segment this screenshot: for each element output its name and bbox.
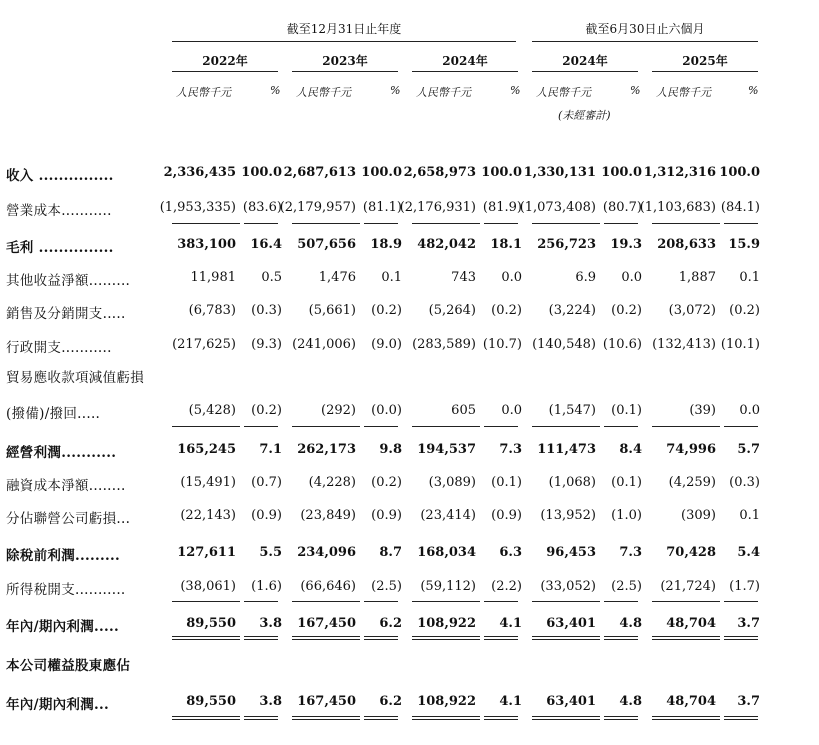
amount-cell: 108,922 bbox=[417, 616, 476, 631]
percent-cell: (81.9) bbox=[482, 200, 522, 215]
percent-cell: (1.0) bbox=[611, 508, 642, 523]
amount-cell: (3,089) bbox=[428, 475, 476, 490]
percent-cell: 18.9 bbox=[370, 237, 402, 252]
percent-cell: 100.0 bbox=[601, 165, 642, 180]
amount-cell: (292) bbox=[321, 403, 356, 418]
column-year: 2022年 bbox=[202, 54, 248, 68]
amount-cell: 383,100 bbox=[177, 237, 236, 252]
percent-cell: 100.0 bbox=[719, 165, 760, 180]
percent-cell: 7.3 bbox=[499, 442, 522, 457]
amount-cell: (241,006) bbox=[292, 337, 356, 352]
amount-cell: (4,259) bbox=[668, 475, 716, 490]
amount-cell: 194,537 bbox=[417, 442, 476, 457]
amount-cell: (3,224) bbox=[548, 303, 596, 318]
amount-cell: (5,428) bbox=[188, 403, 236, 418]
percent-unit: % bbox=[510, 84, 521, 97]
amount-unit: 人民幣千元 bbox=[536, 86, 591, 99]
amount-cell: (3,072) bbox=[668, 303, 716, 318]
percent-cell: 15.9 bbox=[728, 237, 760, 252]
subtotal-rule bbox=[532, 223, 600, 224]
subtotal-rule bbox=[484, 601, 518, 602]
percent-cell: (0.9) bbox=[491, 508, 522, 523]
percent-cell: (2.5) bbox=[611, 579, 642, 594]
percent-cell: 3.8 bbox=[259, 694, 282, 709]
total-double-rule bbox=[604, 636, 638, 640]
percent-cell: (0.0) bbox=[371, 403, 402, 418]
percent-cell: (0.2) bbox=[371, 475, 402, 490]
total-double-rule bbox=[364, 716, 398, 720]
percent-cell: 0.0 bbox=[739, 403, 760, 418]
subtotal-rule bbox=[364, 223, 398, 224]
total-double-rule bbox=[532, 716, 600, 720]
percent-cell: 6.2 bbox=[379, 694, 402, 709]
amount-cell: (22,143) bbox=[180, 508, 236, 523]
subtotal-rule bbox=[724, 601, 758, 602]
subtotal-rule bbox=[292, 426, 360, 427]
subtotal-rule bbox=[652, 223, 720, 224]
percent-cell: 4.1 bbox=[499, 616, 522, 631]
percent-cell: (9.3) bbox=[251, 337, 282, 352]
amount-cell: (23,849) bbox=[300, 508, 356, 523]
amount-cell: 2,658,973 bbox=[403, 165, 476, 180]
amount-cell: 256,723 bbox=[537, 237, 596, 252]
subtotal-rule bbox=[484, 426, 518, 427]
amount-cell: 167,450 bbox=[297, 694, 356, 709]
percent-cell: 6.2 bbox=[379, 616, 402, 631]
percent-cell: (0.3) bbox=[729, 475, 760, 490]
total-double-rule bbox=[172, 636, 240, 640]
subtotal-rule bbox=[652, 426, 720, 427]
header-rule-half bbox=[532, 41, 758, 42]
amount-cell: (283,589) bbox=[412, 337, 476, 352]
column-year: 2023年 bbox=[322, 54, 368, 68]
percent-cell: 3.8 bbox=[259, 616, 282, 631]
row-label: 其他收益淨額......... bbox=[6, 273, 131, 289]
total-double-rule bbox=[652, 636, 720, 640]
percent-cell: (0.7) bbox=[251, 475, 282, 490]
subtotal-rule bbox=[724, 223, 758, 224]
row-label: 貿易應收款項減值虧損 bbox=[6, 370, 144, 386]
subtotal-rule bbox=[652, 601, 720, 602]
subtotal-rule bbox=[292, 601, 360, 602]
amount-cell: 2,687,613 bbox=[283, 165, 356, 180]
amount-cell: (5,264) bbox=[428, 303, 476, 318]
unaudited-note: (未經審計) bbox=[558, 109, 611, 122]
percent-cell: 0.1 bbox=[381, 270, 402, 285]
percent-cell: 5.4 bbox=[737, 545, 760, 560]
row-label: 所得稅開支........... bbox=[6, 582, 126, 598]
percent-unit: % bbox=[748, 84, 759, 97]
amount-cell: 482,042 bbox=[417, 237, 476, 252]
subtotal-rule bbox=[292, 223, 360, 224]
subtotal-rule bbox=[532, 601, 600, 602]
percent-cell: (83.6) bbox=[242, 200, 282, 215]
row-label: 毛利 ............... bbox=[6, 240, 114, 256]
amount-cell: 1,887 bbox=[678, 270, 716, 285]
percent-cell: 3.7 bbox=[737, 694, 760, 709]
period-half-header: 截至6月30日止六個月 bbox=[585, 22, 705, 36]
amount-cell: 63,401 bbox=[546, 616, 596, 631]
percent-unit: % bbox=[390, 84, 401, 97]
percent-cell: 16.4 bbox=[250, 237, 282, 252]
amount-cell: (39) bbox=[689, 403, 716, 418]
percent-cell: 100.0 bbox=[241, 165, 282, 180]
amount-cell: 74,996 bbox=[666, 442, 716, 457]
percent-cell: (10.1) bbox=[720, 337, 760, 352]
percent-cell: (0.2) bbox=[371, 303, 402, 318]
percent-cell: 0.0 bbox=[501, 270, 522, 285]
amount-cell: (217,625) bbox=[172, 337, 236, 352]
percent-cell: 8.4 bbox=[619, 442, 642, 457]
total-double-rule bbox=[484, 716, 518, 720]
row-label: 營業成本........... bbox=[6, 203, 112, 219]
amount-cell: 743 bbox=[451, 270, 476, 285]
amount-cell: (1,073,408) bbox=[519, 200, 596, 215]
amount-unit: 人民幣千元 bbox=[416, 86, 471, 99]
row-label: (撥備)/撥回..... bbox=[6, 406, 101, 422]
percent-cell: (84.1) bbox=[720, 200, 760, 215]
amount-cell: (1,547) bbox=[548, 403, 596, 418]
column-year: 2024年 bbox=[562, 54, 608, 68]
column-rule bbox=[532, 71, 638, 72]
percent-cell: (0.2) bbox=[729, 303, 760, 318]
amount-unit: 人民幣千元 bbox=[176, 86, 231, 99]
amount-cell: (38,061) bbox=[180, 579, 236, 594]
percent-cell: (0.1) bbox=[491, 475, 522, 490]
row-label: 經營利潤........... bbox=[6, 445, 117, 461]
total-double-rule bbox=[532, 636, 600, 640]
amount-cell: (132,413) bbox=[652, 337, 716, 352]
row-label: 年內/期內利潤..... bbox=[6, 619, 120, 635]
subtotal-rule bbox=[244, 223, 278, 224]
total-double-rule bbox=[244, 716, 278, 720]
percent-cell: (9.0) bbox=[371, 337, 402, 352]
amount-cell: (66,646) bbox=[300, 579, 356, 594]
percent-cell: 0.0 bbox=[501, 403, 522, 418]
subtotal-rule bbox=[604, 601, 638, 602]
percent-cell: 0.5 bbox=[261, 270, 282, 285]
amount-cell: 48,704 bbox=[666, 694, 716, 709]
amount-cell: 605 bbox=[451, 403, 476, 418]
row-label: 銷售及分銷開支..... bbox=[6, 306, 126, 322]
subtotal-rule bbox=[412, 601, 480, 602]
amount-cell: 96,453 bbox=[546, 545, 596, 560]
subtotal-rule bbox=[172, 601, 240, 602]
subtotal-rule bbox=[532, 426, 600, 427]
column-rule bbox=[292, 71, 398, 72]
subtotal-rule bbox=[604, 426, 638, 427]
amount-unit: 人民幣千元 bbox=[296, 86, 351, 99]
percent-cell: (2.2) bbox=[491, 579, 522, 594]
column-year: 2024年 bbox=[442, 54, 488, 68]
percent-unit: % bbox=[630, 84, 641, 97]
amount-cell: 168,034 bbox=[417, 545, 476, 560]
amount-cell: (13,952) bbox=[540, 508, 596, 523]
amount-cell: (1,953,335) bbox=[159, 200, 236, 215]
amount-cell: 111,473 bbox=[537, 442, 596, 457]
percent-cell: 19.3 bbox=[610, 237, 642, 252]
total-double-rule bbox=[412, 716, 480, 720]
amount-cell: 1,476 bbox=[318, 270, 356, 285]
percent-cell: (0.1) bbox=[611, 475, 642, 490]
percent-unit: % bbox=[270, 84, 281, 97]
amount-cell: (6,783) bbox=[188, 303, 236, 318]
amount-cell: 89,550 bbox=[186, 694, 236, 709]
amount-cell: 108,922 bbox=[417, 694, 476, 709]
amount-cell: (2,176,931) bbox=[399, 200, 476, 215]
subtotal-rule bbox=[604, 223, 638, 224]
total-double-rule bbox=[364, 636, 398, 640]
total-double-rule bbox=[484, 636, 518, 640]
amount-cell: (33,052) bbox=[540, 579, 596, 594]
percent-cell: (0.9) bbox=[251, 508, 282, 523]
percent-cell: (10.7) bbox=[482, 337, 522, 352]
amount-cell: (309) bbox=[681, 508, 716, 523]
row-label: 除稅前利潤......... bbox=[6, 548, 120, 564]
percent-cell: 18.1 bbox=[490, 237, 522, 252]
percent-cell: (0.2) bbox=[251, 403, 282, 418]
amount-cell: 167,450 bbox=[297, 616, 356, 631]
percent-cell: 5.7 bbox=[737, 442, 760, 457]
total-double-rule bbox=[652, 716, 720, 720]
amount-cell: (15,491) bbox=[180, 475, 236, 490]
amount-cell: (5,661) bbox=[308, 303, 356, 318]
subtotal-rule bbox=[244, 426, 278, 427]
amount-cell: (1,103,683) bbox=[639, 200, 716, 215]
amount-cell: 165,245 bbox=[177, 442, 236, 457]
amount-cell: 507,656 bbox=[297, 237, 356, 252]
row-label: 本公司權益股東應佔 bbox=[6, 658, 131, 674]
percent-cell: (0.2) bbox=[611, 303, 642, 318]
percent-cell: 9.8 bbox=[379, 442, 402, 457]
percent-cell: 7.3 bbox=[619, 545, 642, 560]
row-label: 分佔聯營公司虧損... bbox=[6, 511, 131, 527]
percent-cell: 4.8 bbox=[619, 616, 642, 631]
amount-cell: 234,096 bbox=[297, 545, 356, 560]
percent-cell: (0.2) bbox=[491, 303, 522, 318]
amount-cell: 2,336,435 bbox=[163, 165, 236, 180]
percent-cell: 6.3 bbox=[499, 545, 522, 560]
percent-cell: (1.7) bbox=[729, 579, 760, 594]
percent-cell: 7.1 bbox=[259, 442, 282, 457]
column-rule bbox=[652, 71, 758, 72]
row-label: 行政開支........... bbox=[6, 340, 112, 356]
period-annual-header: 截至12月31日止年度 bbox=[286, 22, 402, 36]
subtotal-rule bbox=[364, 601, 398, 602]
percent-cell: 3.7 bbox=[737, 616, 760, 631]
subtotal-rule bbox=[412, 426, 480, 427]
percent-cell: (1.6) bbox=[251, 579, 282, 594]
subtotal-rule bbox=[484, 223, 518, 224]
row-label: 收入 ............... bbox=[6, 168, 114, 184]
percent-cell: 0.1 bbox=[739, 270, 760, 285]
percent-cell: (2.5) bbox=[371, 579, 402, 594]
amount-cell: 63,401 bbox=[546, 694, 596, 709]
total-double-rule bbox=[724, 636, 758, 640]
subtotal-rule bbox=[172, 223, 240, 224]
total-double-rule bbox=[244, 636, 278, 640]
column-year: 2025年 bbox=[682, 54, 728, 68]
subtotal-rule bbox=[172, 426, 240, 427]
percent-cell: 4.8 bbox=[619, 694, 642, 709]
amount-cell: (1,068) bbox=[548, 475, 596, 490]
percent-cell: 100.0 bbox=[361, 165, 402, 180]
subtotal-rule bbox=[244, 601, 278, 602]
percent-cell: 4.1 bbox=[499, 694, 522, 709]
percent-cell: 100.0 bbox=[481, 165, 522, 180]
subtotal-rule bbox=[412, 223, 480, 224]
amount-cell: 1,312,316 bbox=[643, 165, 716, 180]
header-rule-annual bbox=[172, 41, 516, 42]
amount-unit: 人民幣千元 bbox=[656, 86, 711, 99]
amount-cell: 70,428 bbox=[666, 545, 716, 560]
amount-cell: 127,611 bbox=[177, 545, 236, 560]
percent-cell: (0.9) bbox=[371, 508, 402, 523]
percent-cell: (0.1) bbox=[611, 403, 642, 418]
column-rule bbox=[172, 71, 278, 72]
percent-cell: (0.3) bbox=[251, 303, 282, 318]
amount-cell: (59,112) bbox=[420, 579, 476, 594]
amount-cell: (2,179,957) bbox=[279, 200, 356, 215]
percent-cell: (80.7) bbox=[602, 200, 642, 215]
total-double-rule bbox=[172, 716, 240, 720]
total-double-rule bbox=[604, 716, 638, 720]
percent-cell: 8.7 bbox=[379, 545, 402, 560]
total-double-rule bbox=[292, 636, 360, 640]
total-double-rule bbox=[724, 716, 758, 720]
amount-cell: 11,981 bbox=[190, 270, 236, 285]
amount-cell: 89,550 bbox=[186, 616, 236, 631]
amount-cell: (21,724) bbox=[660, 579, 716, 594]
amount-cell: 48,704 bbox=[666, 616, 716, 631]
row-label: 年內/期內利潤... bbox=[6, 697, 110, 713]
percent-cell: (10.6) bbox=[602, 337, 642, 352]
percent-cell: 0.1 bbox=[739, 508, 760, 523]
percent-cell: (81.1) bbox=[362, 200, 402, 215]
amount-cell: 208,633 bbox=[657, 237, 716, 252]
amount-cell: (23,414) bbox=[420, 508, 476, 523]
row-label: 融資成本淨額........ bbox=[6, 478, 126, 494]
amount-cell: 6.9 bbox=[575, 270, 596, 285]
total-double-rule bbox=[292, 716, 360, 720]
subtotal-rule bbox=[364, 426, 398, 427]
subtotal-rule bbox=[724, 426, 758, 427]
percent-cell: 0.0 bbox=[621, 270, 642, 285]
amount-cell: (140,548) bbox=[532, 337, 596, 352]
amount-cell: (4,228) bbox=[308, 475, 356, 490]
column-rule bbox=[412, 71, 518, 72]
percent-cell: 5.5 bbox=[259, 545, 282, 560]
total-double-rule bbox=[412, 636, 480, 640]
amount-cell: 262,173 bbox=[297, 442, 356, 457]
amount-cell: 1,330,131 bbox=[523, 165, 596, 180]
